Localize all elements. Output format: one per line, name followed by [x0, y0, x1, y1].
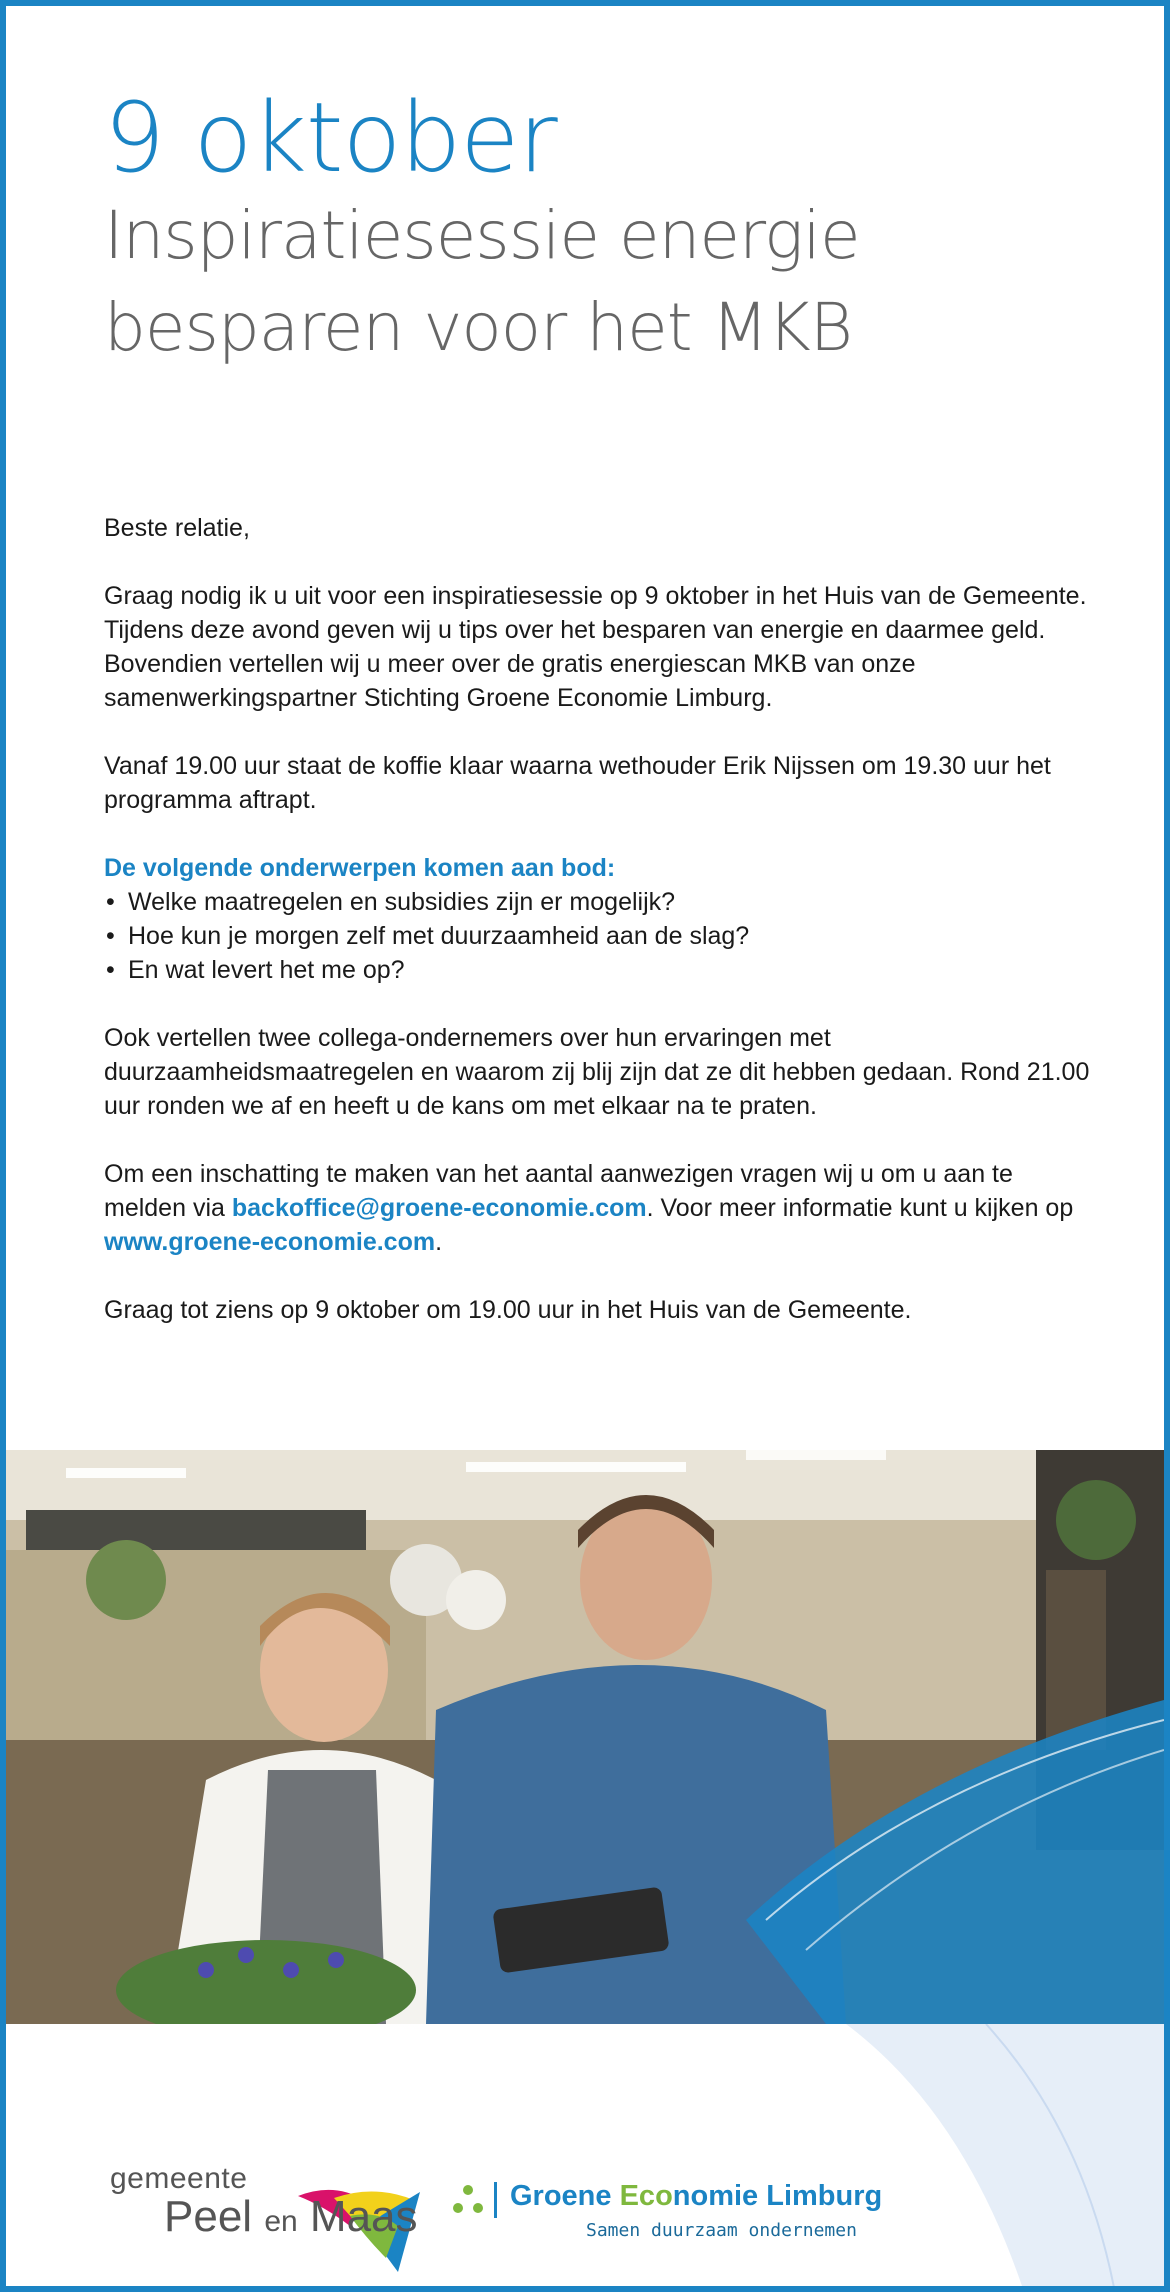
gel-name-part2: Eco — [619, 2180, 673, 2212]
register-text-2: . Voor meer informatie kunt u kijken op — [646, 1194, 1074, 1222]
groene-economie-name — [510, 2180, 882, 2213]
experiences-paragraph: Ook vertellen twee collega-ondernemers over hun ervaringen met duurzaamheidsmaatregelen en waarom zij blij zijn dat ze dit hebben gedaan. Rond 21.00 uur ronden we af en heeft u de kans om met elkaar na te praten. — [104, 1024, 1090, 1120]
event-title-line2: besparen voor het MKB — [104, 289, 852, 366]
gel-name-part3: nomie Limburg — [672, 2180, 883, 2212]
groene-economie-divider — [494, 2182, 497, 2218]
pm-logo-big-text — [164, 2192, 418, 2242]
register-paragraph — [104, 1157, 1094, 1259]
flyer-header — [104, 82, 1084, 374]
groene-economie-dots-icon — [450, 2184, 486, 2220]
header-photo — [6, 1450, 1164, 2024]
pm-logo-small-text: gemeente — [110, 2162, 248, 2195]
pm-logo-word-maas: Maas — [309, 2192, 418, 2241]
topic-item: • Welke maatregelen en subsidies zijn er mogelijk? — [104, 885, 1094, 919]
event-title-line1: Inspiratiesessie energie — [104, 197, 860, 274]
photo-illustration — [6, 1450, 1164, 2024]
event-title — [104, 190, 1084, 374]
topics-list — [104, 885, 1094, 987]
website-link[interactable]: www.groene-economie.com — [104, 1228, 436, 1256]
event-date: 9 oktober — [104, 82, 557, 194]
pm-logo-word-en: en — [264, 2205, 298, 2238]
gel-name-part1: Groene — [510, 2180, 620, 2212]
topic-item: • En wat levert het me op? — [104, 953, 1094, 987]
groene-economie-tagline: Samen duurzaam ondernemen — [586, 2220, 857, 2241]
email-link[interactable]: backoffice@groene-economie.com — [231, 1194, 647, 1222]
pm-logo-word-peel: Peel — [164, 2192, 253, 2241]
intro-paragraph: Graag nodig ik u uit voor een inspiratiesessie op 9 oktober in het Huis van de Gemeente. Tijdens deze avond geven wij u tips over het besparen van energie en daarmee geld. Bovendien vertellen wij u meer over de gratis energiescan MKB van onze samenwerkingspartner Stichting Groene Economie Limburg. — [104, 582, 1087, 712]
invitation-letter — [104, 511, 1094, 1361]
schedule-paragraph: Vanaf 19.00 uur staat de koffie klaar waarna wethouder Erik Nijssen om 19.30 uur het programma aftrapt. — [104, 752, 1051, 814]
topics-heading: De volgende onderwerpen komen aan bod: — [104, 854, 616, 882]
salutation: Beste relatie, — [104, 514, 250, 542]
closing-paragraph: Graag tot ziens op 9 oktober om 19.00 uur in het Huis van de Gemeente. — [104, 1296, 912, 1324]
register-text-3: . — [435, 1228, 443, 1256]
groene-economie-logo — [450, 2176, 890, 2256]
topic-item: • Hoe kun je morgen zelf met duurzaamheid aan de slag? — [104, 919, 1094, 953]
register-text-1: Om een inschatting te maken van het aantal aanwezigen vragen wij u om u aan te melden via — [104, 1160, 1013, 1222]
